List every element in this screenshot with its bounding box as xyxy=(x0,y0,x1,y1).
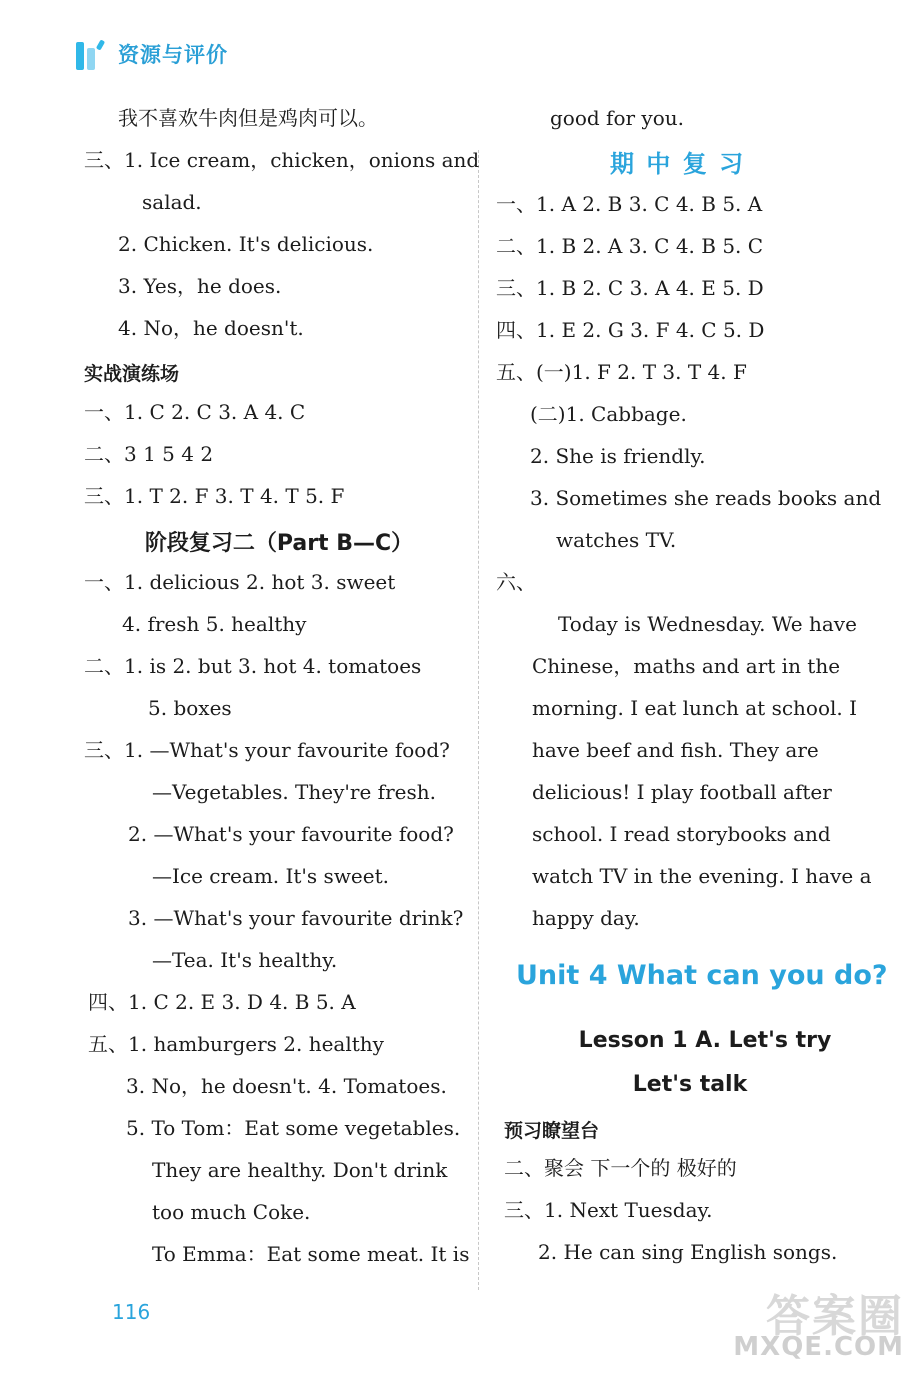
column-divider xyxy=(478,150,479,1290)
text-line: watches TV. xyxy=(556,528,677,552)
text-line: 3. Sometimes she reads books and xyxy=(530,486,882,510)
text-line: 5. boxes xyxy=(148,696,232,720)
header-title: 资源与评价 xyxy=(118,43,228,67)
text-line: 二、1. is 2. but 3. hot 4. tomatoes xyxy=(84,654,422,678)
text-line: 我不喜欢牛肉但是鸡肉可以。 xyxy=(118,106,378,130)
text-line: 四、1. C 2. E 3. D 4. B 5. A xyxy=(88,990,356,1014)
text-line: Chinese，maths and art in the xyxy=(532,654,841,678)
text-line: 三、1. Ice cream，chicken，onions and xyxy=(84,148,480,172)
text-line: 4. No，he doesn't. xyxy=(118,316,304,340)
text-line: 四、1. E 2. G 3. F 4. C 5. D xyxy=(496,318,765,342)
text-line: too much Coke. xyxy=(152,1200,311,1224)
text-line: good for you. xyxy=(550,106,684,130)
text-line: To Emma：Eat some meat. It is xyxy=(152,1242,470,1266)
text-line: 三、1. —What's your favourite food? xyxy=(84,738,450,762)
review-heading: 阶段复习二（Part B—C） xyxy=(144,531,414,556)
text-line: 2. Chicken. It's delicious. xyxy=(118,232,374,256)
section-title: 预习瞭望台 xyxy=(504,1120,600,1142)
text-line: They are healthy. Don't drink xyxy=(152,1158,448,1182)
text-line: have beef and fish. They are xyxy=(532,738,819,762)
text-line: —Vegetables. They're fresh. xyxy=(152,780,436,804)
text-line: 3. —What's your favourite drink? xyxy=(128,906,464,930)
text-line: (二)1. Cabbage. xyxy=(530,402,687,426)
text-line: watch TV in the evening. I have a xyxy=(532,864,872,888)
text-line: 5. To Tom：Eat some vegetables. xyxy=(126,1116,461,1140)
text-line: —Ice cream. It's sweet. xyxy=(152,864,390,888)
text-line: 五、(一)1. F 2. T 3. T 4. F xyxy=(496,360,747,384)
text-line: 一、1. A 2. B 3. C 4. B 5. A xyxy=(496,192,763,216)
page-number: 116 xyxy=(112,1300,151,1324)
text-line: 2. She is friendly. xyxy=(530,444,706,468)
text-line: Today is Wednesday. We have xyxy=(558,612,857,636)
book-logo-icon xyxy=(70,36,114,72)
text-line: happy day. xyxy=(532,906,640,930)
section-title: 实战演练场 xyxy=(84,363,180,385)
text-line: —Tea. It's healthy. xyxy=(152,948,338,972)
unit-heading: Unit 4 What can you do? xyxy=(516,960,888,991)
text-line: 三、1. T 2. F 3. T 4. T 5. F xyxy=(84,484,345,508)
watermark-url: MXQE.COM xyxy=(733,1332,904,1362)
text-line: 二、3 1 5 4 2 xyxy=(84,442,214,466)
text-line: 五、1. hamburgers 2. healthy xyxy=(88,1032,384,1056)
text-line: school. I read storybooks and xyxy=(532,822,831,846)
text-line: 六、 xyxy=(496,570,536,594)
text-line: 二、1. B 2. A 3. C 4. B 5. C xyxy=(496,234,764,258)
text-line: delicious! I play football after xyxy=(532,780,832,804)
text-line: 3. Yes，he does. xyxy=(118,274,282,298)
text-line: morning. I eat lunch at school. I xyxy=(532,696,858,720)
text-line: 三、1. Next Tuesday. xyxy=(504,1198,713,1222)
text-line: 2. He can sing English songs. xyxy=(538,1240,838,1264)
text-line: 3. No，he doesn't. 4. Tomatoes. xyxy=(126,1074,447,1098)
lesson-subheading: Let's talk xyxy=(632,1072,748,1097)
text-line: 一、1. C 2. C 3. A 4. C xyxy=(84,400,306,424)
midterm-heading: 期 中 复 习 xyxy=(610,150,746,178)
watermark-text: 答案圈 xyxy=(766,1291,904,1342)
watermark xyxy=(710,1280,910,1366)
page-header xyxy=(70,34,228,74)
text-line: 三、1. B 2. C 3. A 4. E 5. D xyxy=(496,276,764,300)
text-line: 二、聚会 下一个的 极好的 xyxy=(504,1156,737,1180)
text-line: 一、1. delicious 2. hot 3. sweet xyxy=(84,570,396,594)
text-line: salad. xyxy=(142,190,202,214)
lesson-heading: Lesson 1 A. Let's try xyxy=(578,1028,832,1053)
text-line: 4. fresh 5. healthy xyxy=(122,612,307,636)
text-line: 2. —What's your favourite food? xyxy=(128,822,454,846)
